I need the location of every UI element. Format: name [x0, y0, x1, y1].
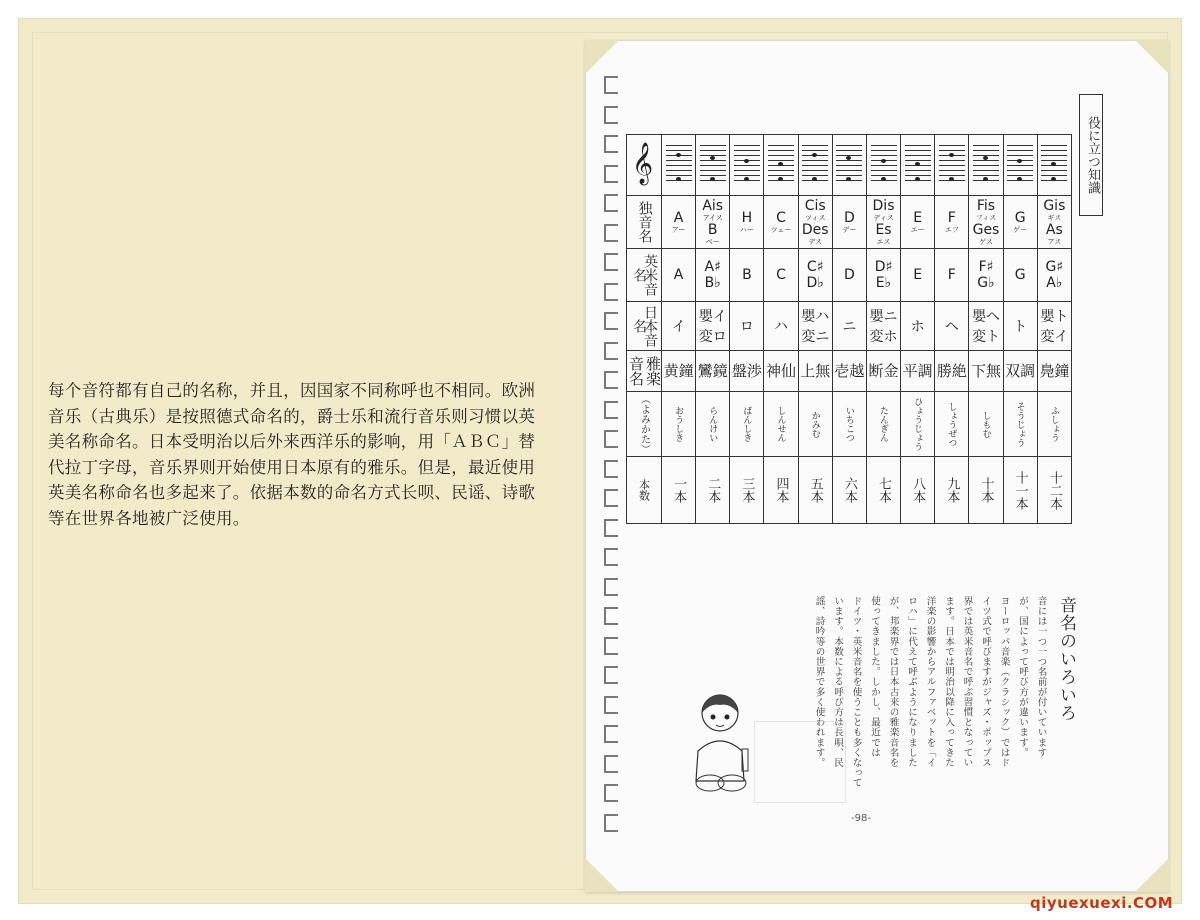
german-name-alt: Ges: [972, 222, 1000, 238]
staff-cell: [901, 135, 935, 196]
honsu-value: 五本: [798, 457, 832, 524]
note-head: [846, 177, 851, 181]
german-kana: ゲー: [1013, 226, 1028, 234]
row-header-honsu: 本数: [627, 457, 662, 524]
photo-corner-top-right: [1135, 40, 1169, 74]
girl-illustration: [680, 691, 760, 801]
gagaku-reading: そうじょう: [1003, 392, 1037, 457]
note-head: [983, 177, 988, 181]
german-name-cell: [696, 196, 730, 249]
note-head: [915, 162, 920, 166]
body-line: ドイツ・英米音名を使うことも多くなって: [850, 596, 862, 788]
japanese-name: ロ: [739, 319, 754, 335]
japanese-name: 嬰ニ: [869, 309, 898, 325]
gagaku-name: 勝絶: [935, 351, 969, 392]
note-head: [949, 177, 954, 181]
gagaku-reading: たんぎん: [866, 392, 900, 457]
english-name: C♯: [806, 259, 824, 275]
english-name-alt: G♭: [977, 275, 995, 291]
honsu-value: 十二本: [1037, 457, 1071, 524]
binding-ring: [604, 755, 618, 773]
staff-cell: [730, 135, 764, 196]
note-head: [778, 162, 783, 166]
gagaku-name: 壱越: [832, 351, 866, 392]
binding-ring: [604, 578, 618, 596]
english-name: C: [776, 267, 786, 283]
japanese-name-alt: 変ト: [971, 329, 1000, 345]
note-name-table: [623, 134, 1072, 524]
staff-notation: [768, 145, 794, 185]
japanese-name-alt: 変ホ: [869, 329, 898, 345]
note-head: [983, 156, 988, 160]
note-head: [1051, 177, 1056, 181]
staff-cell: [764, 135, 798, 196]
staff-cell: [1003, 135, 1037, 196]
gagaku-reading: しょうぜつ: [935, 392, 969, 457]
gagaku-name: 鸞鏡: [696, 351, 730, 392]
japanese-name-cell: [969, 302, 1003, 351]
treble-clef-icon: 𝄞: [627, 135, 662, 196]
japanese-name: 嬰ト: [1040, 309, 1069, 325]
staff-notation: [666, 145, 692, 185]
binding-ring: [604, 460, 618, 478]
honsu-value: 十一本: [1003, 457, 1037, 524]
english-name-cell: [1003, 249, 1037, 302]
binding-ring: [604, 135, 618, 153]
english-name-cell: [969, 249, 1003, 302]
spiral-binding: [602, 76, 620, 846]
note-head: [676, 153, 681, 157]
japanese-name: 嬰ハ: [801, 309, 830, 325]
german-kana-alt: エス: [876, 238, 891, 246]
english-name: D♯: [874, 259, 893, 275]
german-name-cell: [832, 196, 866, 249]
japanese-name-alt: 変ロ: [698, 329, 727, 345]
binding-ring: [604, 371, 618, 389]
staff-cell: [798, 135, 832, 196]
japanese-name: ハ: [774, 319, 789, 335]
japanese-name-cell: [764, 302, 798, 351]
gagaku-reading: ふしょう: [1037, 392, 1071, 457]
gagaku-name: 上無: [798, 351, 832, 392]
german-kana: アイス: [702, 214, 723, 222]
japanese-name-cell: [1003, 302, 1037, 351]
body-line: 界では英米音名で呼ぶ習慣となってい: [961, 596, 973, 768]
staff-notation: [871, 145, 897, 185]
german-name: D: [843, 210, 855, 226]
gagaku-name: 断金: [866, 351, 900, 392]
note-head: [846, 156, 851, 160]
german-name-cell: [1003, 196, 1037, 249]
japanese-name-cell: [935, 302, 969, 351]
japanese-name-cell: [662, 302, 696, 351]
body-line: 洋楽の影響からアルファベットを「イ: [924, 596, 936, 768]
body-line: います。本数による呼び方は長唄、民: [832, 596, 843, 768]
staff-notation: [802, 145, 828, 185]
staff-notation: [939, 145, 965, 185]
honsu-value: 八本: [901, 457, 935, 524]
binding-ring: [604, 489, 618, 507]
section-heading: 音名のいろいろ: [1056, 596, 1076, 722]
japanese-name-cell: [798, 302, 832, 351]
honsu-value: 二本: [696, 457, 730, 524]
binding-ring: [604, 607, 618, 625]
staff-cell: [832, 135, 866, 196]
english-name-alt: B♭: [704, 275, 721, 291]
staff-cell: [935, 135, 969, 196]
german-name-alt: As: [1045, 222, 1063, 238]
staff-cell: [1037, 135, 1071, 196]
staff-notation: [905, 145, 931, 185]
english-name: A: [673, 267, 684, 283]
german-name-cell: [935, 196, 969, 249]
photo-corner-bottom-left: [585, 858, 619, 892]
german-kana: ツィス: [804, 214, 826, 222]
english-name-alt: E♭: [875, 275, 892, 291]
staff-notation: [1041, 145, 1067, 185]
german-name: F: [947, 210, 956, 226]
binding-ring: [604, 725, 618, 743]
gagaku-reading: らんけい: [696, 392, 730, 457]
staff-notation: [973, 145, 999, 185]
english-name-cell: [832, 249, 866, 302]
german-kana: ディス: [873, 214, 894, 222]
gagaku-reading: しもむ: [969, 392, 1003, 457]
german-name-cell: [901, 196, 935, 249]
binding-ring: [604, 312, 618, 330]
binding-ring: [604, 76, 618, 94]
japanese-name-cell: [901, 302, 935, 351]
english-name-alt: A♭: [1046, 275, 1063, 291]
english-name: F♯: [978, 259, 994, 275]
note-head: [778, 177, 783, 181]
german-name: G: [1014, 210, 1026, 226]
english-name: G♯: [1045, 259, 1064, 275]
body-line: が、国によって呼び方が違います。: [1017, 596, 1028, 758]
japanese-name-cell: [866, 302, 900, 351]
body-line: 使ってきました。しかし、最近では: [869, 596, 880, 758]
binding-ring: [604, 165, 618, 183]
body-line: ます。日本では明治以降に入ってきた: [943, 596, 954, 768]
german-name-cell: [764, 196, 798, 249]
german-kana-alt: ゲス: [979, 238, 993, 246]
japanese-name: ト: [1013, 319, 1028, 335]
german-name: Gis: [1043, 198, 1066, 214]
note-head: [812, 177, 817, 181]
staff-cell: [696, 135, 730, 196]
german-kana: ギス: [1047, 214, 1062, 222]
japanese-name-alt: 変ニ: [801, 329, 830, 345]
gagaku-name: 双調: [1003, 351, 1037, 392]
german-name: Ais: [702, 198, 724, 214]
body-line: ロハ」に代えて呼ぶようになりました: [906, 596, 917, 768]
honsu-value: 九本: [935, 457, 969, 524]
honsu-value: 十本: [969, 457, 1003, 524]
body-line: ヨーロッパ音楽（クラシック）ではド: [998, 596, 1010, 768]
note-head: [710, 177, 715, 181]
note-head: [744, 159, 749, 163]
gagaku-reading: おうしき: [662, 392, 696, 457]
body-line: イツ式で呼びますがジャズ・ポップス: [980, 596, 991, 768]
row-header-german: 独音名: [627, 196, 662, 249]
japanese-name: ホ: [910, 319, 925, 335]
note-head: [1017, 159, 1022, 163]
german-name: C: [776, 210, 786, 226]
note-head: [1051, 162, 1056, 166]
honsu-value: 三本: [730, 457, 764, 524]
binding-ring: [604, 342, 618, 360]
german-name-cell: [662, 196, 696, 249]
binding-ring: [604, 283, 618, 301]
body-line: 謡、詩吟等の世界で多く使われます。: [813, 596, 825, 768]
gagaku-reading: いちこつ: [832, 392, 866, 457]
german-name: Fis: [976, 198, 996, 214]
note-head: [881, 177, 886, 181]
binding-ring: [604, 814, 618, 832]
binding-ring: [604, 253, 618, 271]
german-name-cell: [730, 196, 764, 249]
note-head: [949, 153, 954, 157]
german-name-alt: Des: [801, 222, 829, 238]
english-name: F: [947, 267, 956, 283]
english-name: D: [843, 267, 855, 283]
gagaku-name: 黄鐘: [662, 351, 696, 392]
german-kana: ハー: [739, 226, 754, 234]
binding-ring: [604, 784, 618, 802]
body-line: が、邦楽界では日本古来の雅楽音名を: [887, 596, 899, 768]
honsu-value: 七本: [866, 457, 900, 524]
english-name-cell: [764, 249, 798, 302]
german-kana: アー: [671, 226, 686, 234]
gagaku-reading: かみむ: [798, 392, 832, 457]
chinese-description: 每个音符都有自己的名称，并且，因国家不同称呼也不相同。欧洲音乐（古典乐）是按照德式命名的，爵士乐和流行音乐则习惯以英美名称命名。日本受明治以后外来西洋乐的影响，用「ＡＢＣ」替代拉丁字母，音乐界则开始使用日本原有的雅乐。但是，最近使用英美名称命名也多起来了。依据本数的命名方式长呗、民谣、诗歌等在世界各地被广泛使用。: [48, 381, 536, 528]
english-name-cell: [798, 249, 832, 302]
german-name-cell: [798, 196, 832, 249]
gagaku-name: 下無: [969, 351, 1003, 392]
japanese-name: ニ: [842, 319, 857, 335]
binding-ring: [604, 430, 618, 448]
honsu-value: 四本: [764, 457, 798, 524]
german-name-cell: [1037, 196, 1071, 249]
faded-sketch: [754, 721, 846, 803]
book-page-scan: [585, 40, 1169, 892]
german-name: Dis: [872, 198, 895, 214]
japanese-name: ヘ: [944, 319, 959, 335]
german-name-alt: Es: [875, 222, 892, 238]
english-name-alt: D♭: [806, 275, 824, 291]
english-name-cell: [730, 249, 764, 302]
german-kana: ツェー: [770, 226, 792, 234]
slide-frame: [18, 18, 1182, 912]
german-kana-alt: ベー: [705, 238, 720, 246]
binding-ring: [604, 401, 618, 419]
english-name-cell: [696, 249, 730, 302]
japanese-name-cell: [832, 302, 866, 351]
english-name-cell: [1037, 249, 1071, 302]
gagaku-name: 平調: [901, 351, 935, 392]
row-header-japanese: 日本音名: [627, 302, 662, 351]
note-head: [744, 177, 749, 181]
honsu-value: 六本: [832, 457, 866, 524]
english-name-cell: [901, 249, 935, 302]
binding-ring: [604, 519, 618, 537]
gagaku-name: 鳧鐘: [1037, 351, 1071, 392]
german-kana-alt: アス: [1047, 238, 1062, 246]
note-head: [710, 156, 715, 160]
gagaku-name: 神仙: [764, 351, 798, 392]
page-number: -98-: [851, 813, 871, 824]
gagaku-reading: しんせん: [764, 392, 798, 457]
gagaku-reading: ばんしき: [730, 392, 764, 457]
binding-ring: [604, 548, 618, 566]
staff-notation: [1007, 145, 1033, 185]
english-name-cell: [866, 249, 900, 302]
english-name: E: [913, 267, 923, 283]
japanese-name-alt: 変イ: [1040, 329, 1069, 345]
german-name: E: [913, 210, 923, 226]
note-head: [1017, 177, 1022, 181]
english-name: A♯: [704, 259, 721, 275]
note-head: [881, 159, 886, 163]
photo-corner-bottom-right: [1135, 858, 1169, 892]
staff-notation: [836, 145, 862, 185]
german-name-cell: [969, 196, 1003, 249]
staff-notation: [734, 145, 760, 185]
japanese-name-cell: [730, 302, 764, 351]
binding-ring: [604, 637, 618, 655]
german-name: Cis: [804, 198, 826, 214]
gagaku-reading: ひょうじょう: [901, 392, 935, 457]
row-header-gagaku: 雅楽音名: [627, 351, 662, 392]
german-name-cell: [866, 196, 900, 249]
english-name-cell: [935, 249, 969, 302]
note-head: [915, 177, 920, 181]
german-kana: デー: [842, 226, 857, 234]
row-header-english: 英米音名: [627, 249, 662, 302]
staff-notation: [700, 145, 726, 185]
site-watermark: qiyuexuexi.COM: [1030, 894, 1174, 912]
japanese-name: 嬰ヘ: [971, 309, 1000, 325]
binding-ring: [604, 696, 618, 714]
japanese-name-cell: [696, 302, 730, 351]
binding-ring: [604, 666, 618, 684]
binding-ring: [604, 224, 618, 242]
english-name: G: [1014, 267, 1026, 283]
honsu-value: 一本: [662, 457, 696, 524]
binding-ring: [604, 194, 618, 212]
japanese-name: イ: [671, 319, 686, 335]
german-name-alt: B: [707, 222, 718, 238]
german-name: A: [673, 210, 684, 226]
staff-cell: [866, 135, 900, 196]
binding-ring: [604, 106, 618, 124]
note-head: [676, 177, 681, 181]
german-name: H: [741, 210, 753, 226]
corner-title: 役に立つ知識: [1079, 94, 1103, 216]
staff-cell: [662, 135, 696, 196]
body-line: 音には一つ一つ名前が付いています: [1035, 596, 1047, 758]
english-name: B: [742, 267, 752, 283]
gagaku-name: 盤渉: [730, 351, 764, 392]
japanese-name: 嬰イ: [698, 309, 727, 325]
japanese-name-cell: [1037, 302, 1071, 351]
row-header-reading: （よみかた）: [627, 392, 662, 457]
german-kana: エー: [910, 226, 925, 234]
english-name-cell: [662, 249, 696, 302]
photo-corner-top-left: [585, 40, 619, 74]
german-kana: エフ: [944, 226, 959, 234]
note-head: [812, 153, 817, 157]
staff-cell: [969, 135, 1003, 196]
german-kana-alt: デス: [808, 238, 823, 246]
german-kana: フィス: [975, 214, 997, 222]
